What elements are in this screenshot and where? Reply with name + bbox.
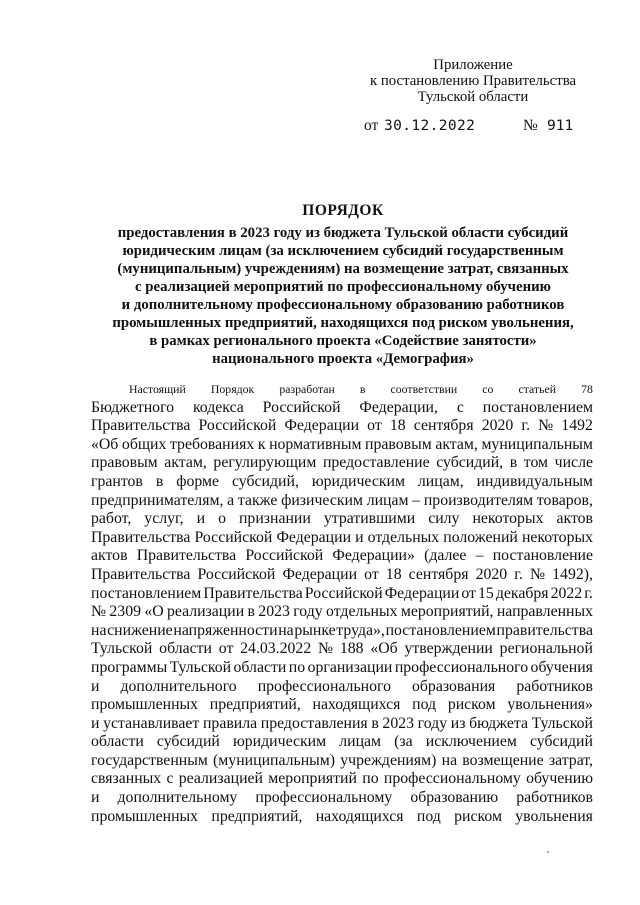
body-line: № 2309 «О реализации в 2023 году отдельных мероприятий, направленных [91,603,593,621]
appendix-line: Тульской области [417,89,529,105]
body-line: и дополнительному профессиональному образованию работников [91,789,593,807]
body-line: Правительства Российской Федерации от 18 сентября 2020 г. № 1492 [91,417,593,435]
appendix-line: Приложение [433,57,513,73]
body-line: программы Тульской области по организации профессионального обучения [91,658,593,676]
body-line: и дополнительного профессионального образования работников [91,677,593,695]
body-line: государственным (муниципальным) учреждениям) на возмещение затрат, [91,751,593,769]
body-line: Бюджетного кодекса Российской Федерации, с постановлением [91,398,593,416]
resolution-date: 30.12.2022 [384,118,476,134]
subtitle-line: с реализацией мероприятий по профессиональному обучению [135,279,551,295]
body-line: актов Правительства Российской Федерации» (далее – постановление [91,547,593,565]
subtitle-line: промышленных предприятий, находящихся под риском увольнения, [112,315,574,331]
body-line: Настоящий Порядок разработан в соответствии со статьей 78 [129,382,593,396]
body-line: грантов в форме субсидий, юридическим лицам, индивидуальным [91,472,593,490]
document-body [91,380,593,826]
body-line: Правительства Российской Федерации и отдельных положений некоторых [91,528,593,546]
subtitle-line: национального проекта «Демография» [212,351,474,367]
body-line: области субсидий юридическим лицам (за исключением субсидий [91,733,593,751]
body-line: «Об общих требованиях к нормативным правовым актам, муниципальным [91,435,593,453]
body-line: связанных с реализацией мероприятий по профессиональному обучению [91,770,593,788]
body-line: правовым актам, регулирующим предоставление субсидий, в том числе [91,454,593,472]
from-label: от [364,117,379,134]
appendix-header [353,57,593,105]
subtitle-line: (муниципальным) учреждениям) на возмещение затрат, связанных [117,261,569,277]
scan-speck [547,851,549,853]
subtitle-line: предоставления в 2023 году из бюджета Тульской области субсидий [117,225,569,241]
subtitle-line: в рамках регионального проекта «Содействие занятости» [149,333,537,349]
body-line: Правительства Российской Федерации от 18 сентября 2020 г. № 1492), [91,565,593,583]
body-line: промышленных предприятий, находящихся под риском увольнения [91,807,593,825]
body-line: постановлением Правительства Российской Федерации от 15 декабря 2022 г. [91,584,593,602]
subtitle-line: и дополнительному профессиональному образованию работников [121,297,565,313]
subtitle-line: юридическим лицам (за исключением субсидий государственным [122,243,564,259]
body-line: на снижение напряженности на рынке труда», постановлением правительства [91,621,593,639]
document-subtitle [100,224,586,368]
resolution-number: 911 [547,118,574,134]
body-line: промышленных предприятий, находящихся под риском увольнения» [91,696,593,714]
document-title: ПОРЯДОК [302,202,384,219]
body-line: работ, услуг, и о признании утратившими силу некоторых актов [91,510,593,528]
body-line: предпринимателям, а также физическим лицам – производителям товаров, [91,491,593,509]
number-sign: № [523,117,538,134]
appendix-line: к постановлению Правительства [369,73,577,89]
body-line: Тульской области от 24.03.2022 № 188 «Об утверждении региональной [91,640,593,658]
body-line: и устанавливает правила предоставления в 2023 году из бюджета Тульской [91,714,593,732]
